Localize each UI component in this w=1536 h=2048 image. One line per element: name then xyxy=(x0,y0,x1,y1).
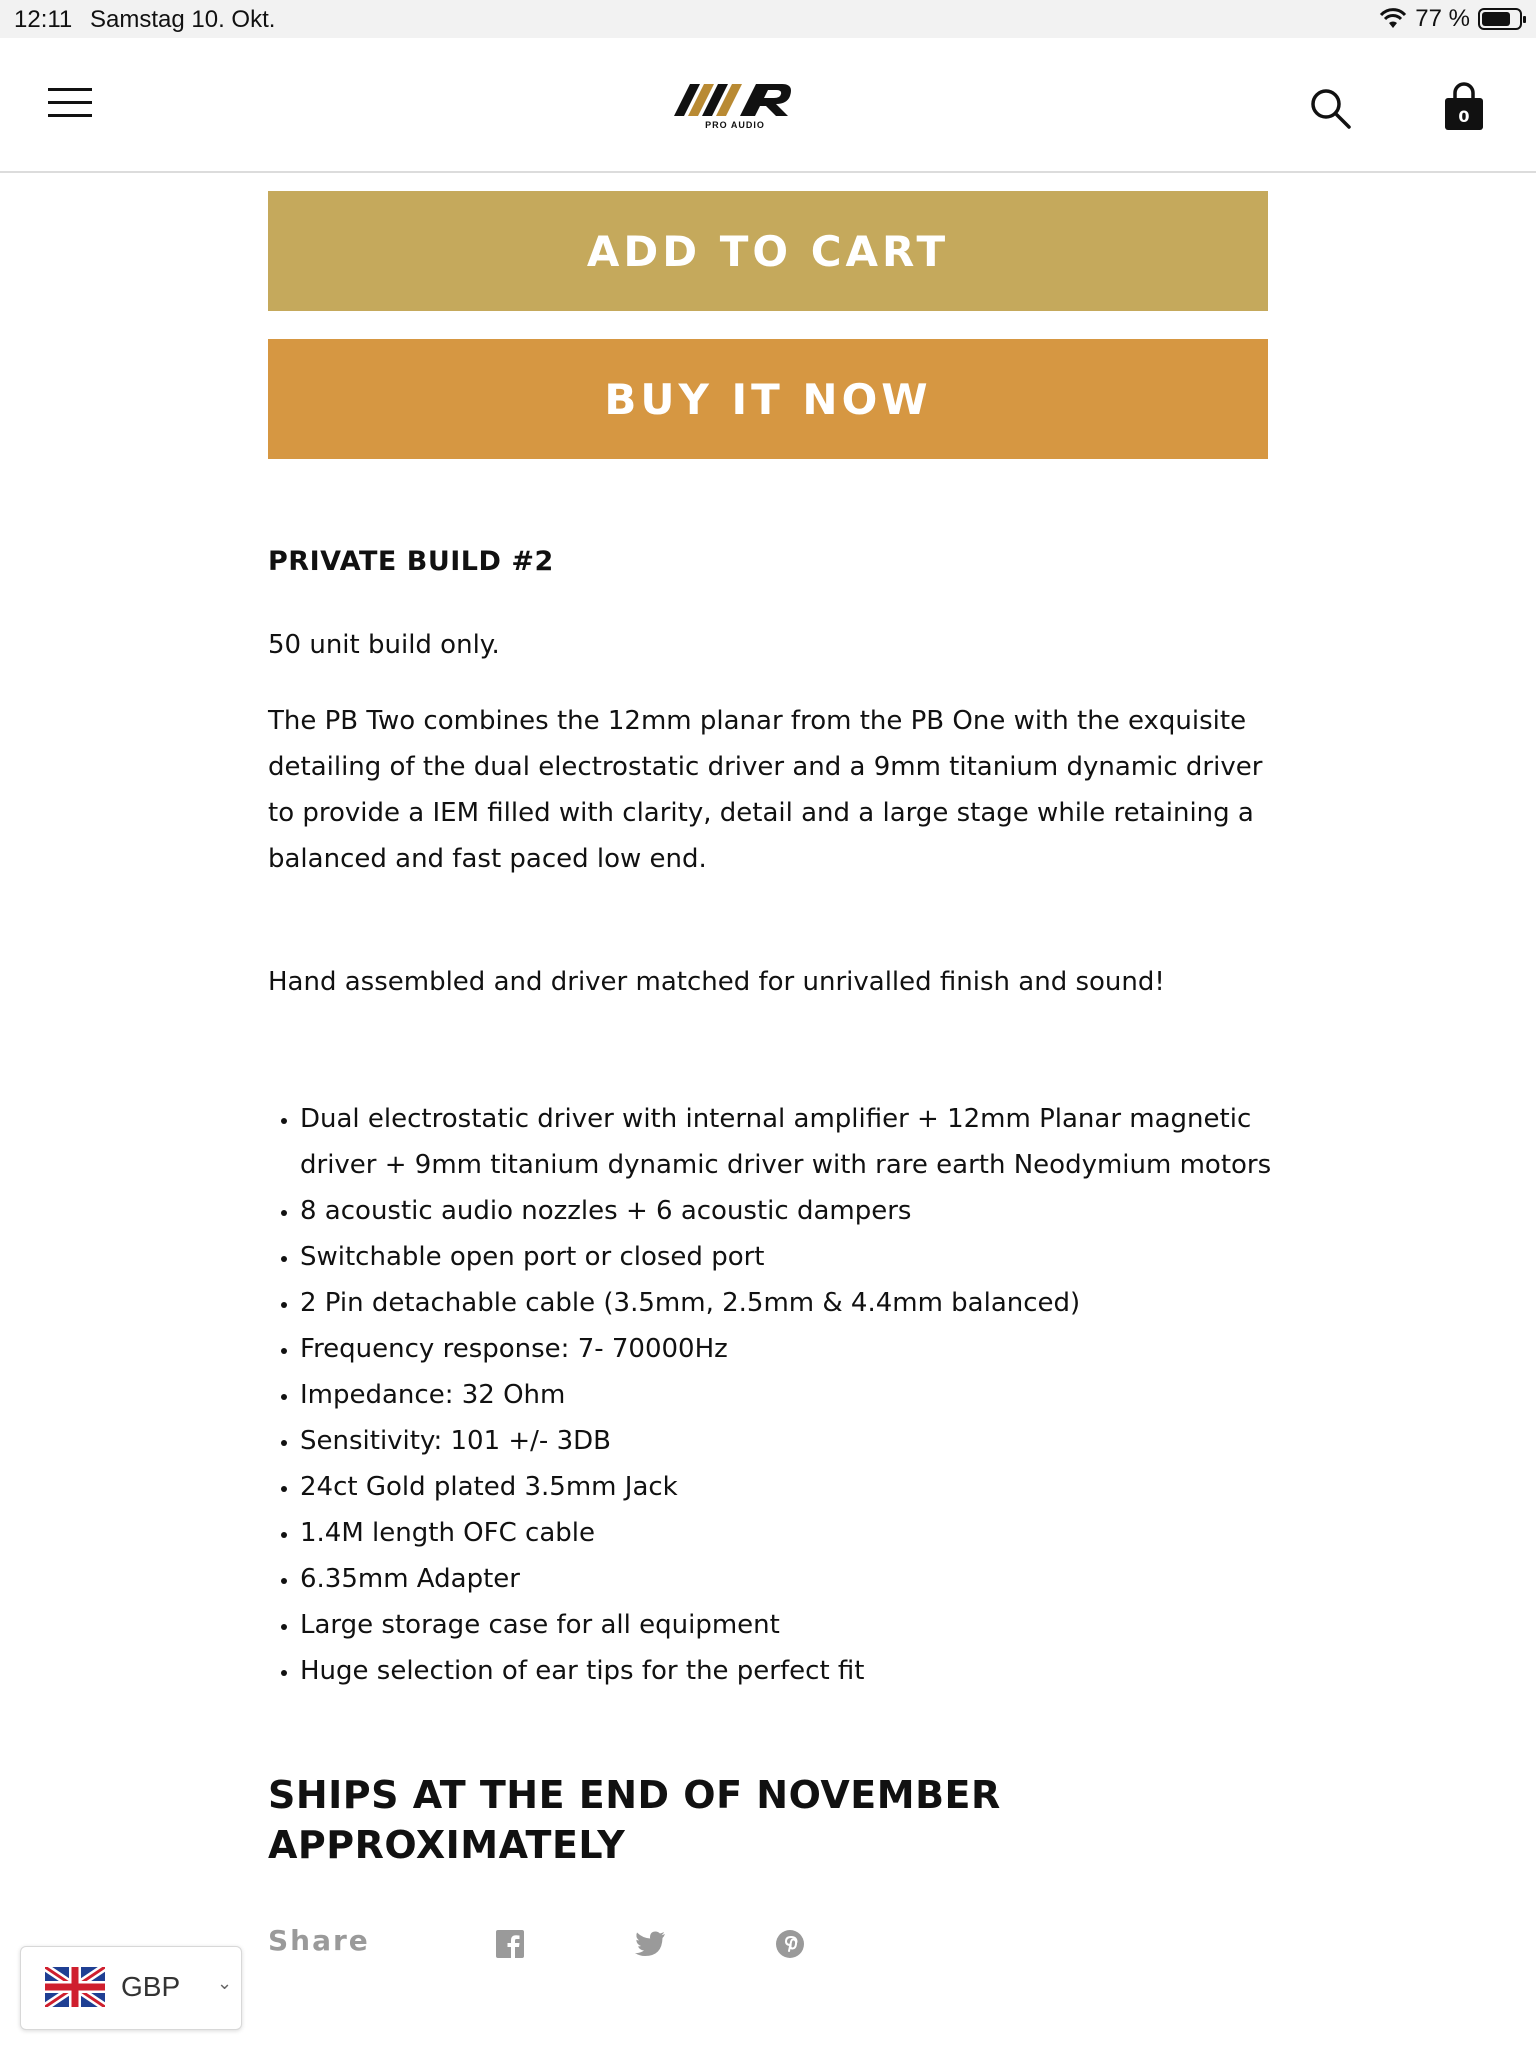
feature-list xyxy=(268,1096,1300,1694)
chevron-down-icon: ⌄ xyxy=(217,1973,233,1993)
status-right xyxy=(1379,5,1522,33)
status-time: 12:11 xyxy=(14,6,73,33)
status-date: Samstag 10. Okt. xyxy=(90,6,276,33)
battery-percent: 77 % xyxy=(1415,5,1470,32)
list-item: • Dual electrostatic driver with internal amplifier + 12mm Planar magnetic driver + 9mm titanium dynamic driver with rare earth Neodymium motors xyxy=(300,1096,1300,1188)
logo[interactable] xyxy=(670,76,800,136)
currency-code: GBP xyxy=(121,1971,181,2002)
list-item: • Huge selection of ear tips for the perfect fit xyxy=(300,1648,1300,1694)
list-item: • 6.35mm Adapter xyxy=(300,1556,1300,1602)
battery-icon xyxy=(1478,8,1522,30)
list-item: • 24ct Gold plated 3.5mm Jack xyxy=(300,1464,1300,1510)
list-item: • Sensitivity: 101 +/- 3DB xyxy=(300,1418,1300,1464)
status-bar xyxy=(0,0,1536,38)
product-title: PRIVATE BUILD #2 xyxy=(268,546,554,577)
logo-subtitle: PRO AUDIO xyxy=(705,120,765,130)
logo-mark-icon xyxy=(670,76,800,120)
twitter-icon[interactable] xyxy=(634,1930,666,1958)
list-item: • Switchable open port or closed port xyxy=(300,1234,1300,1280)
list-item: • Large storage case for all equipment xyxy=(300,1602,1300,1648)
wifi-icon xyxy=(1379,8,1407,30)
list-item: • Impedance: 32 Ohm xyxy=(300,1372,1300,1418)
share-label: Share xyxy=(268,1924,370,1957)
shipping-heading: SHIPS AT THE END OF NOVEMBER APPROXIMATELY xyxy=(268,1773,1001,1867)
pinterest-icon[interactable] xyxy=(775,1929,805,1959)
menu-icon[interactable] xyxy=(48,88,92,118)
list-item: • 8 acoustic audio nozzles + 6 acoustic dampers xyxy=(300,1188,1300,1234)
description-p1: 50 unit build only. xyxy=(268,630,500,660)
list-item: • Frequency response: 7- 70000Hz xyxy=(300,1326,1300,1372)
description-p2: The PB Two combines the 12mm planar from the PB One with the exquisite detailing of the dual electrostatic driver and a 9mm titanium dynamic driver to provide a IEM filled with clarity, detail and a large stage while retaining a balanced and fast paced low end. xyxy=(268,706,1263,874)
search-icon[interactable] xyxy=(1308,86,1352,130)
cart-count: 0 xyxy=(1458,107,1470,126)
description-p3: Hand assembled and driver matched for unrivalled finish and sound! xyxy=(268,967,1165,997)
add-to-cart-button[interactable]: ADD TO CART xyxy=(268,191,1268,311)
facebook-icon[interactable] xyxy=(495,1929,525,1959)
buy-it-now-button[interactable]: BUY IT NOW xyxy=(268,339,1268,459)
currency-selector[interactable] xyxy=(20,1946,242,2030)
cart-icon[interactable] xyxy=(1442,82,1486,132)
list-item: • 1.4M length OFC cable xyxy=(300,1510,1300,1556)
site-header xyxy=(0,38,1536,173)
uk-flag-icon xyxy=(45,1967,105,2007)
list-item: • 2 Pin detachable cable (3.5mm, 2.5mm & 4.4mm balanced) xyxy=(300,1280,1300,1326)
